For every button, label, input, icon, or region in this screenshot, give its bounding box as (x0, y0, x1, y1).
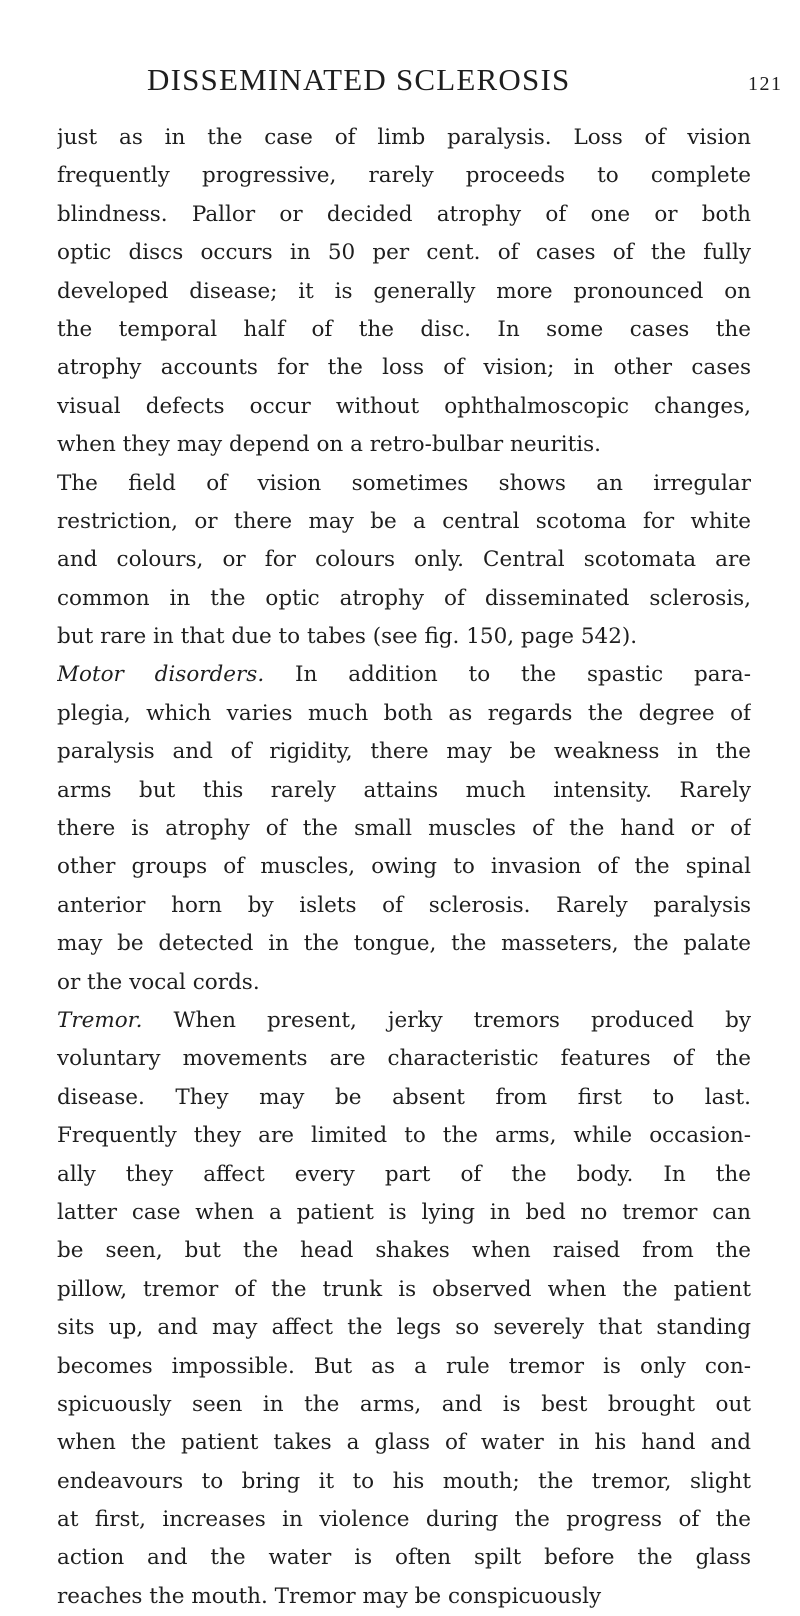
section-heading-motor-disorders: Motor disorders. (57, 662, 265, 688)
body-text (57, 119, 751, 1616)
text-line: arms but this rarely attains much intensity. Rarely (57, 777, 751, 803)
text-line: ally they affect every part of the body. In the (57, 1161, 751, 1187)
text-line: pillow, tremor of the trunk is observed when the patient (57, 1276, 751, 1302)
text-line: may be detected in the tongue, the masseters, the palate (57, 931, 751, 957)
text-line-continuation: When present, jerky tremors produced by (142, 1007, 751, 1033)
section-heading-tremor: Tremor. (57, 1007, 143, 1033)
text-line: paralysis and of rigidity, there may be weakness in the (57, 739, 751, 765)
page-number: 121 (748, 73, 783, 95)
text-line: but rare in that due to tabes (see fig. 150, page 542). (57, 624, 638, 650)
text-line: action and the water is often spilt before the glass (57, 1545, 751, 1571)
text-line: other groups of muscles, owing to invasion of the spinal (57, 854, 751, 880)
text-line: at first, increases in violence during the progress of the (57, 1507, 751, 1533)
text-line: plegia, which varies much both as regards the degree of (57, 700, 751, 726)
text-line: endeavours to bring it to his mouth; the tremor, slight (57, 1468, 751, 1494)
text-line: when they may depend on a retro-bulbar neuritis. (57, 432, 601, 458)
text-line: or the vocal cords. (57, 969, 260, 995)
text-line: becomes impossible. But as a rule tremor is only con- (57, 1353, 751, 1379)
text-line: optic discs occurs in 50 per cent. of cases of the fully (57, 240, 751, 266)
running-title: DISSEMINATED SCLEROSIS (147, 62, 571, 97)
text-line: disease. They may be absent from first to last. (57, 1084, 751, 1110)
text-line: when the patient takes a glass of water in his hand and (57, 1430, 751, 1456)
text-line-continuation: In addition to the spastic para- (264, 662, 751, 688)
text-line: there is atrophy of the small muscles of the hand or of (57, 816, 751, 842)
text-line: Frequently they are limited to the arms, while occasion- (57, 1123, 751, 1149)
text-line: anterior horn by islets of sclerosis. Rarely paralysis (57, 892, 751, 918)
text-line: voluntary movements are characteristic features of the (57, 1046, 751, 1072)
text-line: blindness. Pallor or decided atrophy of one or both (57, 201, 751, 227)
text-line: restriction, or there may be a central scotoma for white (57, 508, 751, 534)
text-line: developed disease; it is generally more pronounced on (57, 278, 751, 304)
text-line: atrophy accounts for the loss of vision; in other cases (57, 355, 751, 381)
text-line: spicuously seen in the arms, and is best brought out (57, 1391, 751, 1417)
text-line: be seen, but the head shakes when raised from the (57, 1238, 751, 1264)
text-line: latter case when a patient is lying in bed no tremor can (57, 1199, 751, 1225)
text-line: visual defects occur without ophthalmoscopic changes, (57, 393, 751, 419)
text-line: The field of vision sometimes shows an irregular (57, 470, 751, 496)
text-line: and colours, or for colours only. Central scotomata are (57, 547, 751, 573)
text-line: reaches the mouth. Tremor may be conspicuously (57, 1583, 602, 1609)
text-line: sits up, and may affect the legs so severely that standing (57, 1315, 751, 1341)
text-line: common in the optic atrophy of disseminated sclerosis, (57, 585, 751, 611)
text-line-motor-disorders (57, 656, 751, 694)
text-line-tremor (57, 1002, 751, 1040)
running-header (0, 62, 800, 102)
text-line: just as in the case of limb paralysis. Loss of vision (57, 125, 751, 150)
text-line: frequently progressive, rarely proceeds to complete (57, 163, 751, 189)
text-line: the temporal half of the disc. In some cases the (57, 316, 751, 342)
